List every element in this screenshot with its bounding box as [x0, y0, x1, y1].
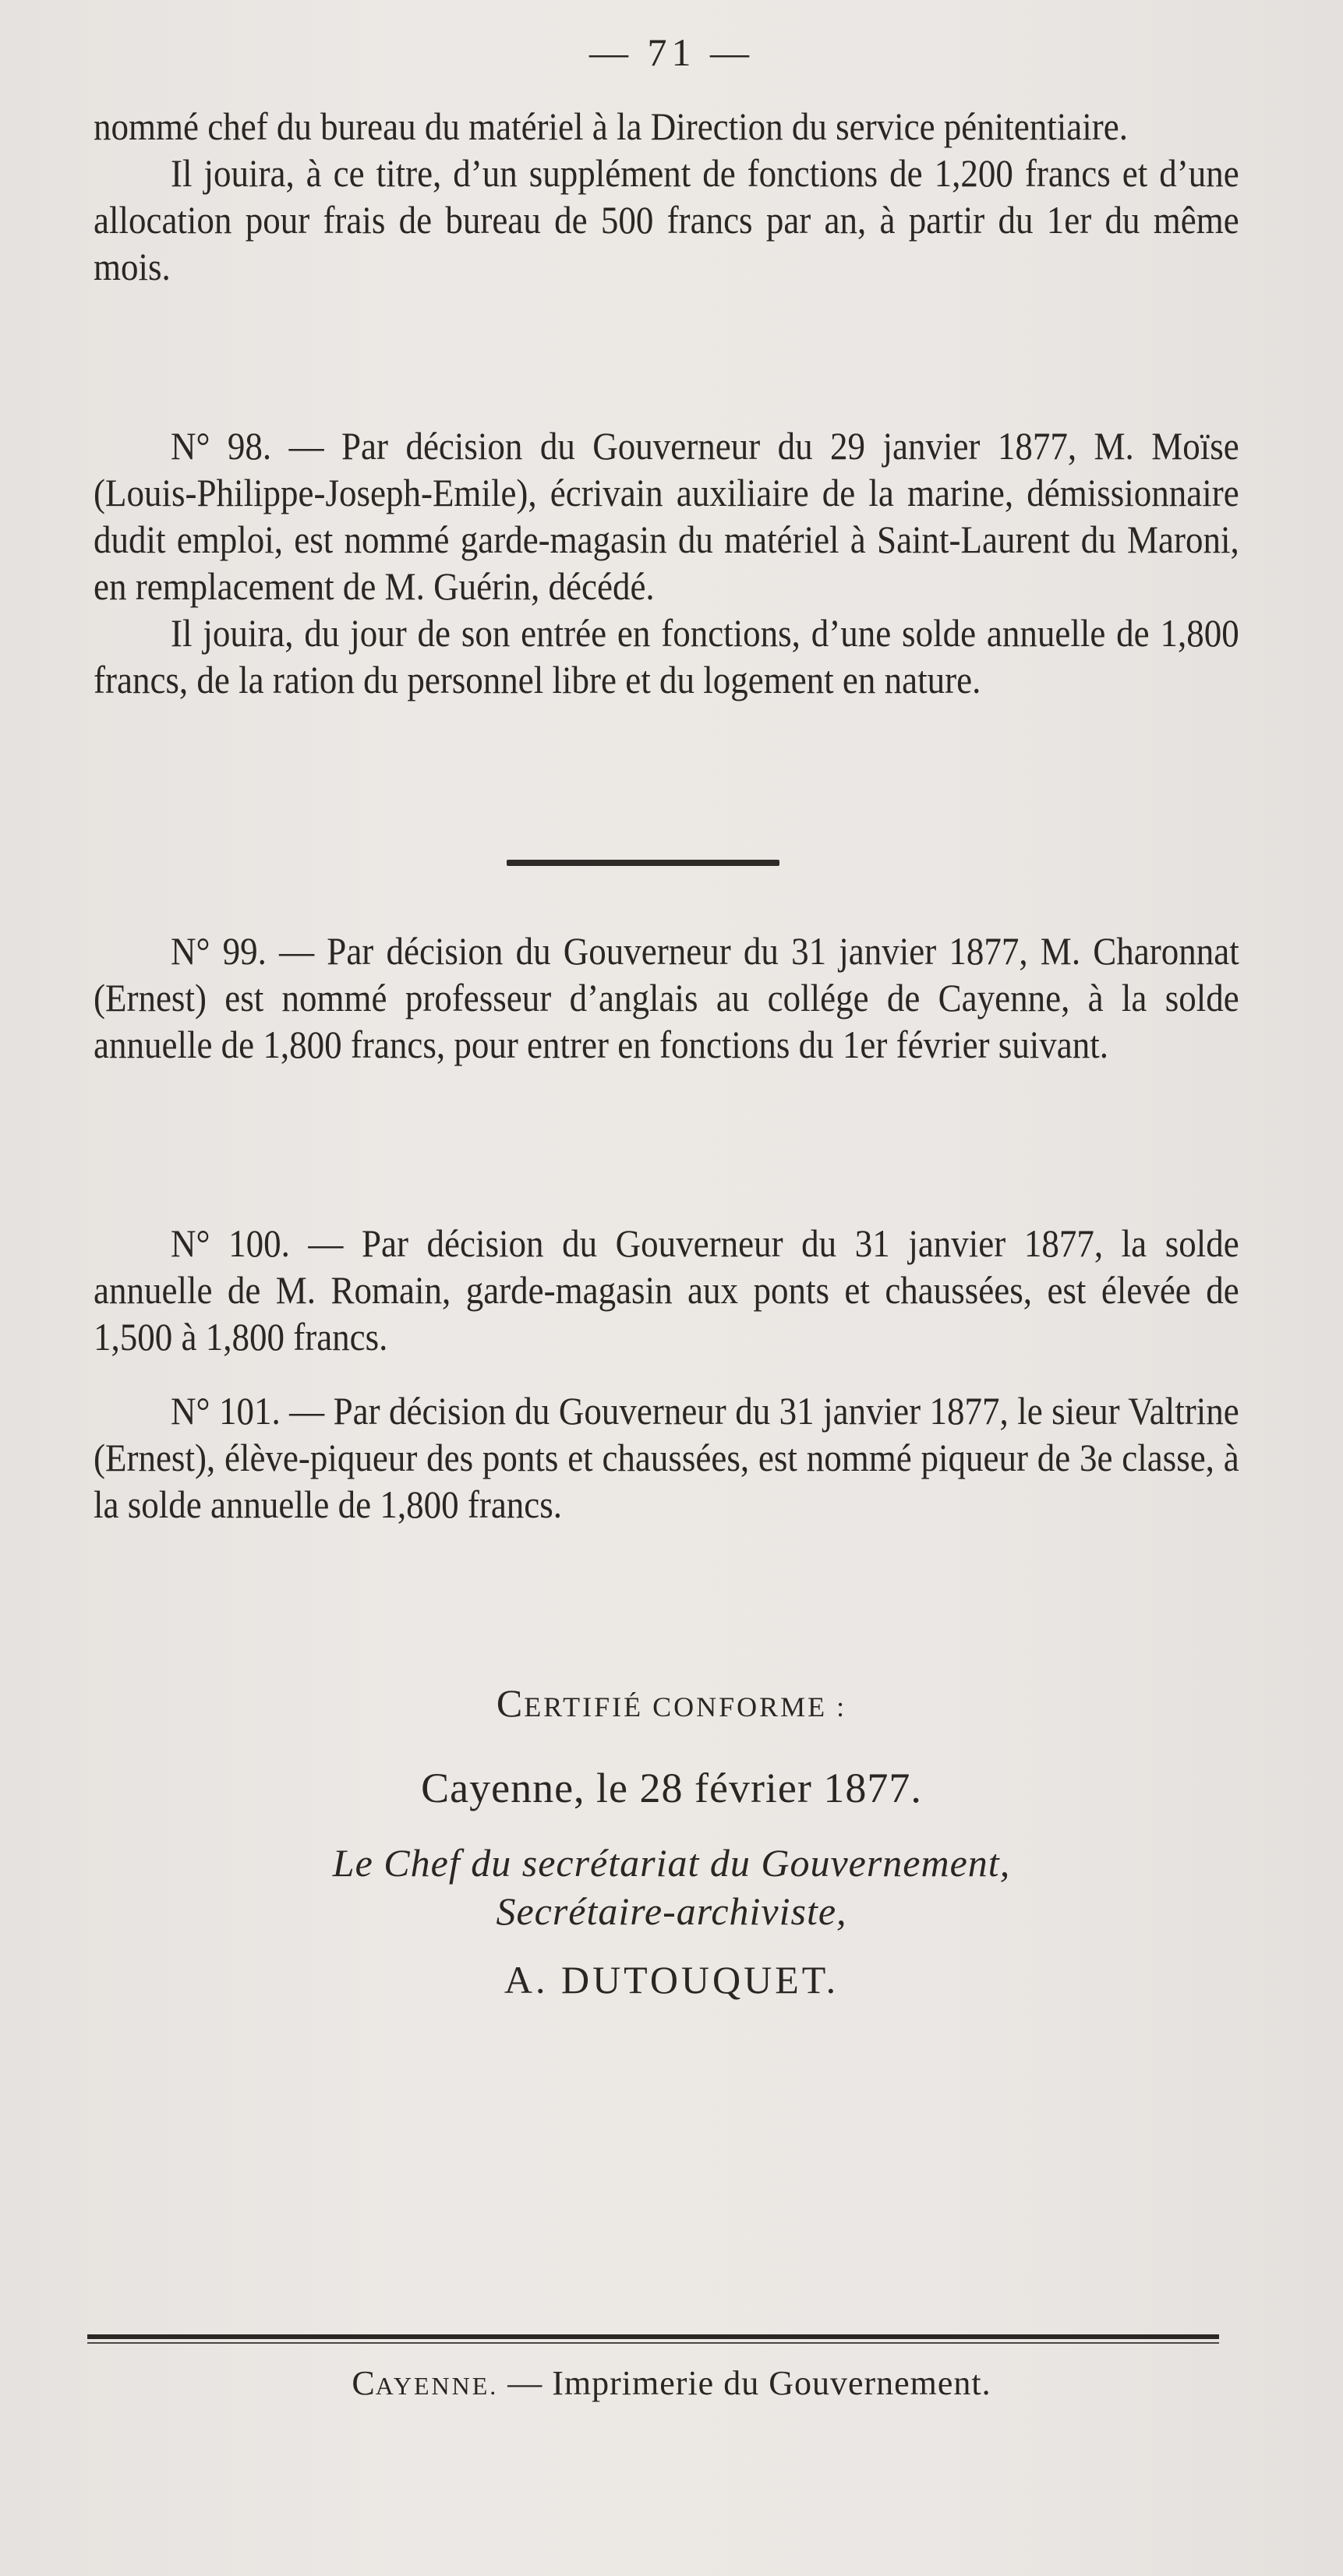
- entry-text: — Par décision du Gouverneur du 29 janvier 1877, M. Moïse (Louis-Philippe-Joseph-Emile), écrivain auxiliaire de la marine, démissionnaire dudit emploi, est nommé garde-magasin du matériel à Saint-Laurent du Maroni, en remplacement de M. Guérin, décédé.: [94, 424, 1239, 608]
- section-divider: [507, 860, 779, 866]
- paragraph: [94, 422, 1239, 610]
- entry-number: N° 99.: [171, 929, 267, 973]
- imprint-text: — Imprimerie du Gouvernement.: [498, 2364, 991, 2402]
- page-number: — 71 —: [589, 30, 754, 74]
- imprint-place-initial: C: [352, 2364, 376, 2402]
- certification-block: [0, 1676, 1343, 2007]
- entry-99: [94, 928, 1239, 1068]
- entry-number: N° 101.: [171, 1389, 281, 1433]
- signatory-name: A. DUTOUQUET.: [504, 1958, 839, 2002]
- entry-98: [94, 422, 1239, 703]
- entry-continuation: [94, 103, 1239, 290]
- entry-text: — Par décision du Gouverneur du 31 janvier 1877, le sieur Valtrine (Ernest), élève-piqueur des ponts et chaussées, est nommé piqueur de 3e classe, à la solde annuelle de 1,800 francs.: [94, 1389, 1239, 1526]
- certification-heading: [0, 1676, 1343, 1734]
- signatory-title: Le Chef du secrétariat du Gouvernement,: [332, 1841, 1011, 1885]
- entry-text: — Par décision du Gouverneur du 31 janvier 1877, M. Charonnat (Ernest) est nommé professeur d’anglais au collége de Cayenne, à la solde annuelle de 1,800 francs, pour entrer en fonctions du 1er février suivant.: [94, 929, 1239, 1066]
- heading-initial: C: [496, 1681, 525, 1725]
- certification-date: Cayenne, le 28 février 1877.: [421, 1765, 922, 1811]
- entry-number: N° 100.: [171, 1221, 290, 1265]
- paragraph: Il jouira, du jour de son entrée en fonctions, d’une solde annuelle de 1,800 francs, de la ration du personnel libre et du logement en nature.: [94, 611, 1239, 701]
- paragraph: Il jouira, à ce titre, d’un supplément de fonctions de 1,200 francs et d’une allocation pour frais de bureau de 500 francs par an, à partir du 1er du même mois.: [94, 151, 1239, 288]
- heading-rest: ERTIFIÉ CONFORME :: [524, 1691, 847, 1723]
- imprint-place: AYENNE.: [375, 2372, 499, 2400]
- paragraph: [94, 1387, 1239, 1528]
- paragraph: nommé chef du bureau du matériel à la Direction du service pénitentiaire.: [94, 104, 1128, 148]
- entry-101: [94, 1387, 1239, 1528]
- signatory-subtitle: Secrétaire-archiviste,: [496, 1889, 847, 1933]
- entry-100: [94, 1220, 1239, 1360]
- footer-rule-thin: [87, 2342, 1219, 2344]
- paragraph: [94, 928, 1239, 1068]
- printer-imprint: [0, 2360, 1343, 2409]
- entry-number: N° 98.: [171, 424, 272, 468]
- entry-text: — Par décision du Gouverneur du 31 janvier 1877, la solde annuelle de M. Romain, garde-magasin aux ponts et chaussées, est élevée de 1,500 à 1,800 francs.: [94, 1221, 1239, 1359]
- footer-rule-thick: [87, 2334, 1219, 2339]
- paragraph: [94, 1220, 1239, 1360]
